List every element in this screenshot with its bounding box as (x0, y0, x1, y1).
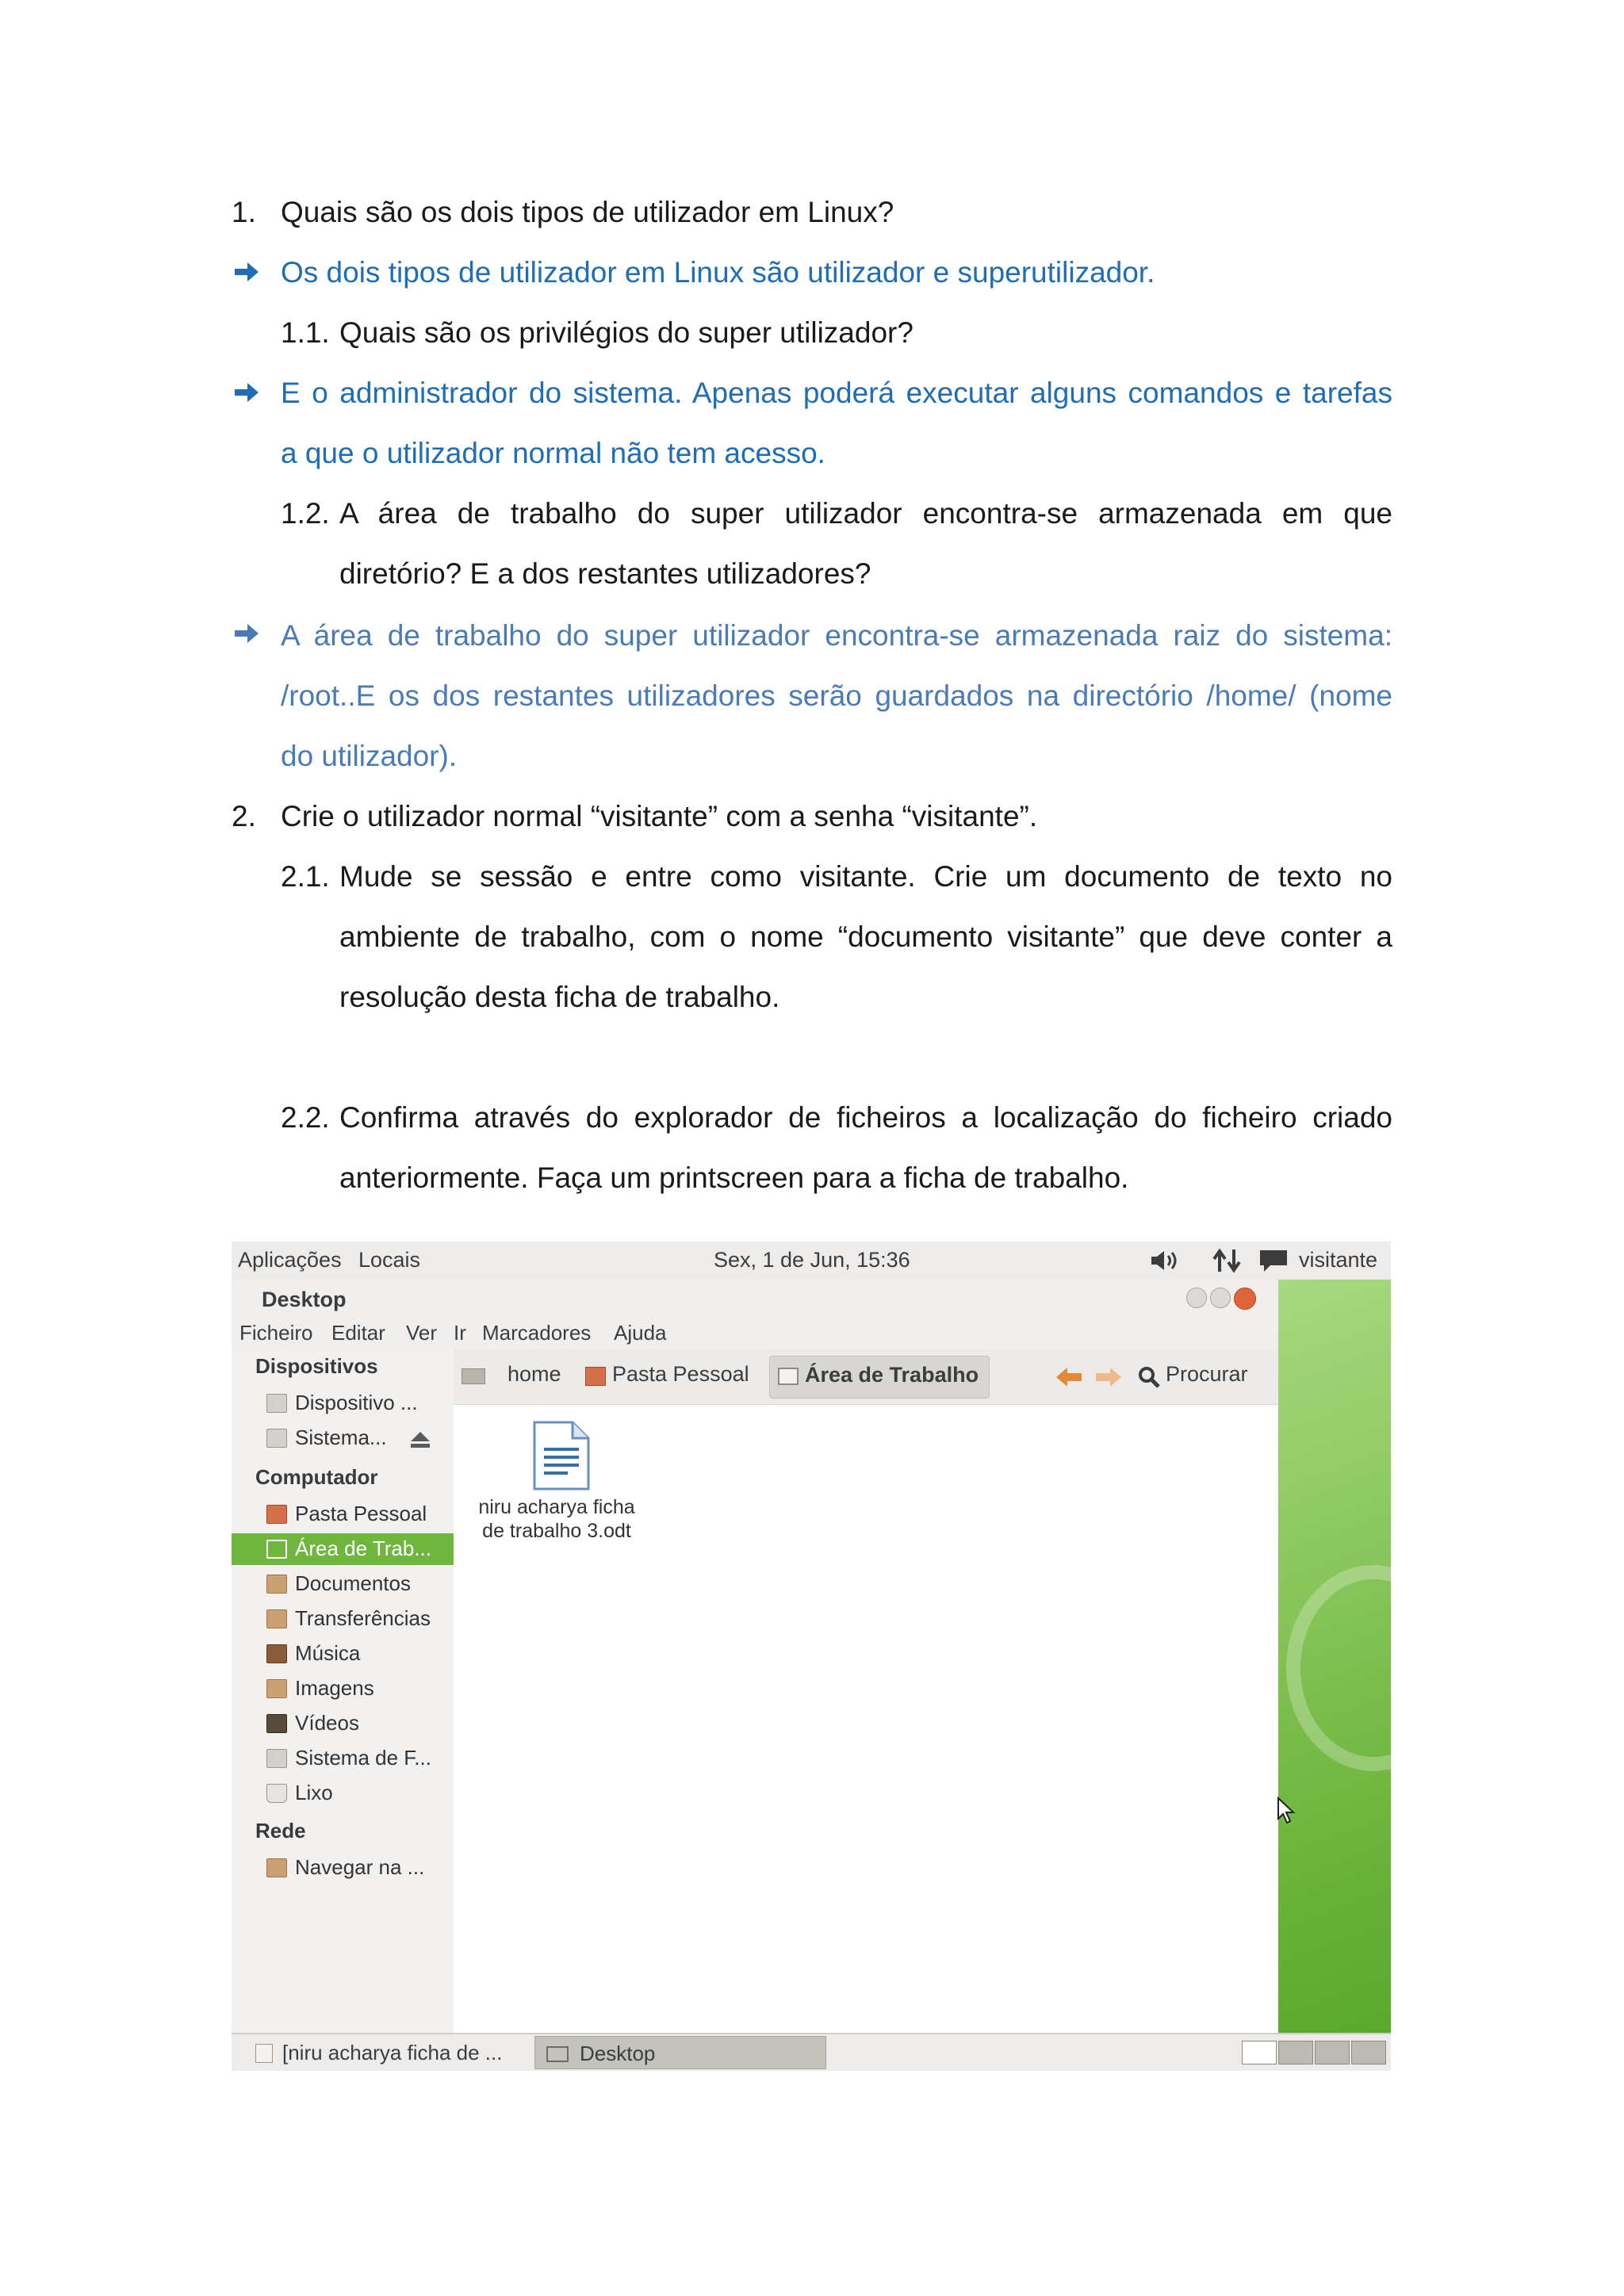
arrow-right-icon (233, 379, 260, 406)
eject-icon[interactable] (409, 1430, 431, 1449)
menu-go[interactable]: Ir (454, 1321, 466, 1345)
maximize-icon[interactable] (1210, 1288, 1231, 1308)
crumb-desktop: Área de Trabalho (805, 1363, 979, 1387)
q2-number: 2. (232, 800, 256, 832)
downloads-folder-icon (266, 1609, 287, 1628)
images-folder-icon (266, 1679, 287, 1698)
sidebar-item-desktop[interactable]: Área de Trab... (232, 1533, 454, 1565)
drive-icon (266, 1394, 287, 1413)
q2-2-number: 2.2. (281, 1101, 330, 1134)
workspace-2[interactable] (1278, 2041, 1313, 2064)
chat-icon[interactable] (1258, 1248, 1289, 1273)
search-icon[interactable] (1137, 1365, 1161, 1389)
q2-1-line2: ambiente de trabalho, com o nome “documento visitante” que deve conter a (339, 920, 1392, 953)
clock[interactable]: Sex, 1 de Jun, 15:36 (714, 1248, 910, 1272)
q1-2-line2: diretório? E a dos restantes utilizadores? (339, 557, 871, 590)
menu-bookmarks[interactable]: Marcadores (482, 1321, 592, 1345)
file-name-line2: de trabalho 3.odt (482, 1520, 631, 1542)
forward-arrow-icon[interactable] (1094, 1365, 1123, 1389)
sidebar-item-downloads[interactable]: Transferências (232, 1603, 454, 1635)
user-name[interactable]: visitante (1299, 1248, 1378, 1272)
q2-1-line3: resolução desta ficha de trabalho. (339, 981, 780, 1013)
file-manager-window (232, 1280, 1278, 2033)
answer-1-2-line1: A área de trabalho do super utilizador encontra-se armazenada raiz do sistema: (281, 619, 1392, 652)
top-panel (232, 1242, 1391, 1280)
file-name-line1: niru acharya ficha (478, 1496, 635, 1518)
answer-1: Os dois tipos de utilizador em Linux são utilizador e superutilizador. (281, 256, 1155, 289)
q1-text: Quais são os dois tipos de utilizador em Linux? (281, 196, 894, 228)
back-arrow-icon[interactable] (1055, 1365, 1083, 1389)
network-folder-icon (266, 1858, 287, 1877)
sidebar-header-devices: Dispositivos (255, 1354, 378, 1378)
sidebar-item-device2[interactable]: Sistema... (232, 1422, 454, 1454)
sidebar-item-documents[interactable]: Documentos (232, 1568, 454, 1600)
bottom-panel (232, 2033, 1391, 2071)
menu-view[interactable]: Ver (406, 1321, 438, 1345)
text-document-icon (531, 1421, 592, 1490)
document-icon (255, 2044, 273, 2063)
embedded-screenshot (232, 1242, 1391, 2071)
volume-icon[interactable] (1150, 1249, 1182, 1272)
drive-icon (266, 1749, 287, 1768)
sidebar-item-filesystem[interactable]: Sistema de F... (232, 1743, 454, 1774)
sidebar (232, 1349, 454, 2033)
menu-places[interactable]: Locais (358, 1248, 421, 1272)
q2-1-line1: Mude se sessão e entre como visitante. Crie um documento de texto no (339, 860, 1392, 893)
file-item[interactable] (477, 1421, 636, 1548)
sidebar-item-device1[interactable]: Dispositivo ... (232, 1387, 454, 1419)
sidebar-item-trash[interactable]: Lixo (232, 1777, 454, 1809)
workspace-3[interactable] (1315, 2041, 1350, 2064)
home-folder-icon (585, 1367, 606, 1386)
videos-folder-icon (266, 1714, 287, 1733)
desktop-icon (778, 1368, 799, 1385)
file-view (454, 1405, 1278, 2033)
menu-edit[interactable]: Editar (331, 1321, 385, 1345)
drive-icon (266, 1429, 287, 1448)
sidebar-header-network: Rede (255, 1819, 306, 1843)
window-titlebar[interactable] (232, 1280, 1278, 1318)
close-icon[interactable] (1234, 1288, 1256, 1310)
answer-1-1-line2: a que o utilizador normal não tem acesso. (281, 437, 825, 469)
taskbar-item-desktop[interactable]: Desktop (534, 2036, 826, 2069)
q1-2-line1: A área de trabalho do super utilizador encontra-se armazenada em que (339, 497, 1392, 530)
crumb-desktop-button[interactable] (769, 1356, 990, 1399)
arrow-right-icon (233, 620, 260, 647)
desktop-icon (546, 2046, 569, 2062)
answer-1-1-line1: E o administrador do sistema. Apenas poderá executar alguns comandos e tarefas (281, 377, 1392, 409)
crumb-home[interactable]: home (508, 1362, 561, 1386)
answer-1-2-line2: /root..E os dos restantes utilizadores serão guardados na directório /home/ (nome (281, 679, 1392, 712)
window-title: Desktop (262, 1288, 347, 1311)
menu-file[interactable]: Ficheiro (239, 1321, 313, 1345)
workspace-4[interactable] (1351, 2041, 1386, 2064)
search-button[interactable]: Procurar (1166, 1362, 1248, 1386)
music-folder-icon (266, 1644, 287, 1663)
q1-1-text: Quais são os privilégios do super utilizador? (339, 316, 914, 349)
minimize-icon[interactable] (1186, 1288, 1207, 1308)
location-toolbar (454, 1349, 1278, 1405)
home-folder-icon (266, 1505, 287, 1524)
mouse-cursor-icon (1277, 1797, 1296, 1825)
answer-1-2-line3: do utilizador). (281, 740, 458, 772)
q2-text: Crie o utilizador normal “visitante” com a senha “visitante”. (281, 800, 1038, 832)
q2-2-line1: Confirma através do explorador de ficheiros a localização do ficheiro criado (339, 1101, 1392, 1134)
q1-number: 1. (232, 196, 256, 228)
sidebar-item-music[interactable]: Música (232, 1638, 454, 1670)
desktop-wallpaper (1278, 1280, 1391, 2033)
desktop-icon (266, 1540, 287, 1559)
trash-icon (266, 1784, 287, 1803)
menu-help[interactable]: Ajuda (614, 1321, 667, 1345)
arrow-right-icon (233, 258, 260, 285)
sidebar-header-computer: Computador (255, 1465, 378, 1489)
q1-1-number: 1.1. (281, 316, 330, 349)
network-icon[interactable] (1212, 1248, 1243, 1273)
q2-2-line2: anteriormente. Faça um printscreen para a ficha de trabalho. (339, 1161, 1129, 1194)
menu-applications[interactable]: Aplicações (238, 1248, 342, 1272)
workspace-1[interactable] (1242, 2041, 1277, 2064)
sidebar-item-images[interactable]: Imagens (232, 1673, 454, 1705)
crumb-personal-folder[interactable]: Pasta Pessoal (612, 1362, 749, 1386)
drive-icon (462, 1368, 485, 1384)
menu-bar (232, 1318, 1278, 1349)
taskbar-item-document[interactable]: [niru acharya ficha de ... (244, 2036, 530, 2069)
q1-2-number: 1.2. (281, 497, 330, 530)
documents-folder-icon (266, 1575, 287, 1594)
q2-1-number: 2.1. (281, 860, 330, 893)
sidebar-item-videos[interactable]: Vídeos (232, 1708, 454, 1739)
sidebar-item-personal[interactable]: Pasta Pessoal (232, 1498, 454, 1530)
sidebar-item-browse-network[interactable]: Navegar na ... (232, 1852, 454, 1884)
